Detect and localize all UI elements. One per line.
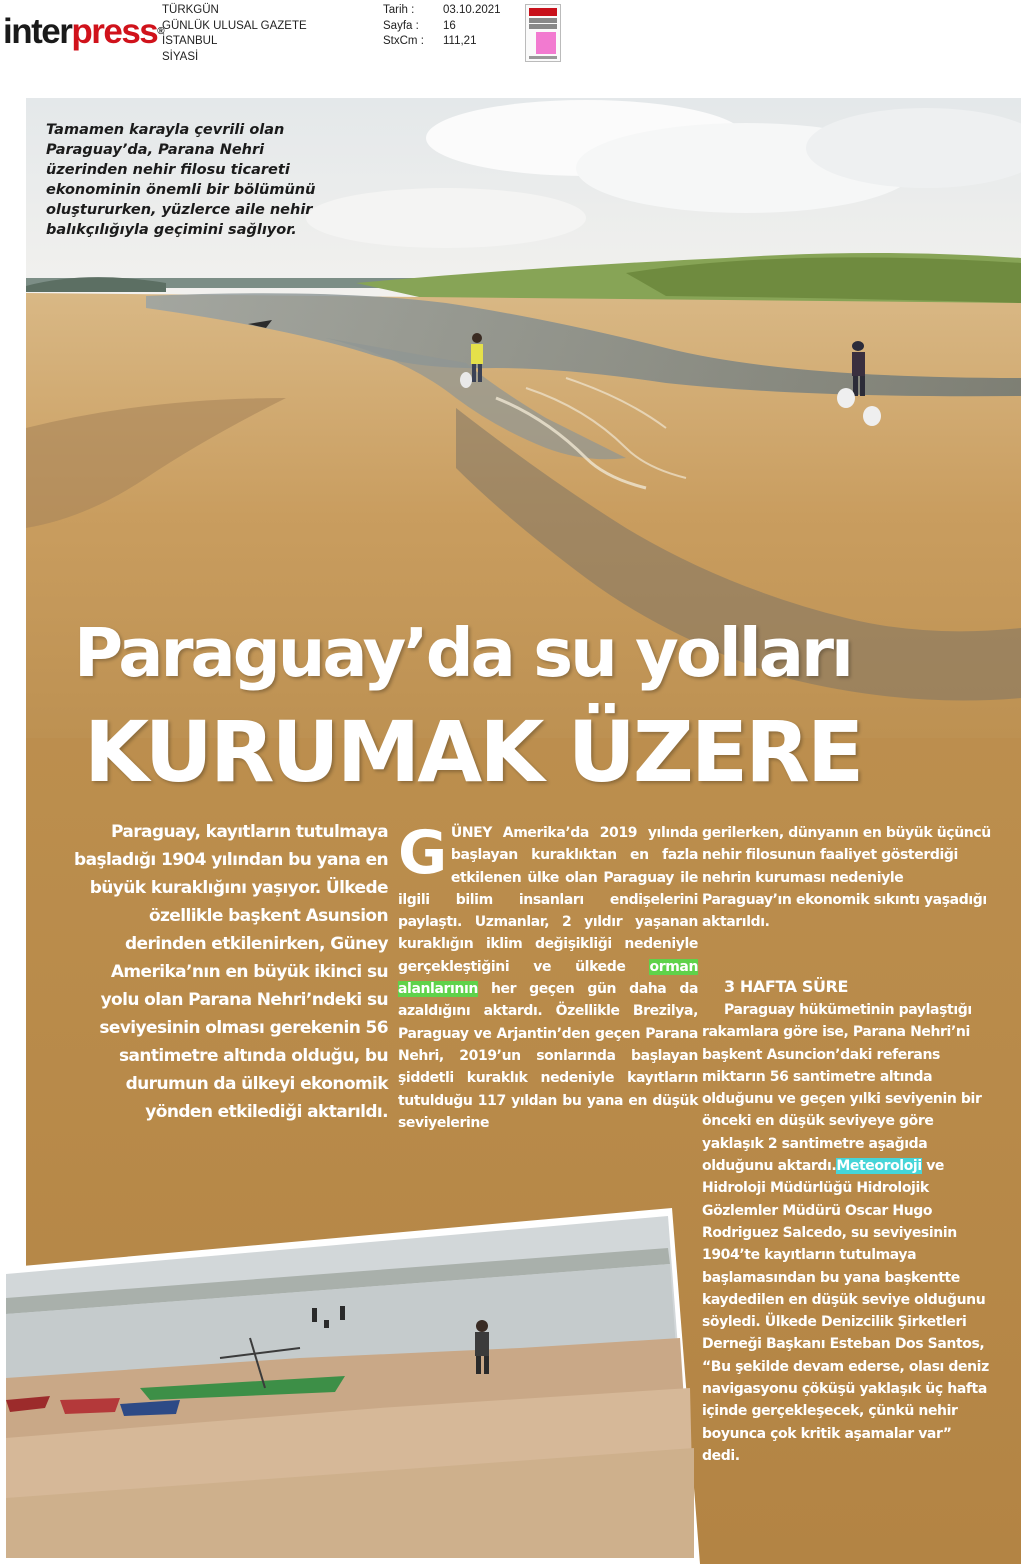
photo-caption: Tamamen karayla çevrili olan Paraguay’da, Parana Nehri üzerinden nehir filosu ticareti ekonominin önemli bir bölümünü oluştururken, yüzlerce aile nehir balıkçılığıyla geçimini sağlıyor. <box>46 122 316 238</box>
page-value: 16 <box>443 19 456 32</box>
lead-paragraph: Paraguay, kayıtların tutulmaya başladığı 1904 yılından bu yana en büyük kuraklığını yaşıyor. Ülkede özellikle başkent Asunsion derinden etkilenirken, Güney Amerika’nın en büyük ikinci su yolu olan Parana Nehri’ndeki su seviyesinin olması gerekenin 56 santimetre altında olduğu, bu durumun da ülkeyi ekonomik yönden etkilediği aktarıldı. <box>74 822 388 1122</box>
subheading: 3 HAFTA SÜRE <box>724 977 848 996</box>
headline-line-1: Paraguay’da su yolları <box>74 614 851 692</box>
body-column-3 <box>702 976 992 1467</box>
body-column-2 <box>398 818 699 1134</box>
publication-name: TÜRKGÜN <box>162 4 219 16</box>
interpress-logo: interpress® <box>3 12 165 51</box>
headline-line-2: KURUMAK ÜZERE <box>84 703 862 801</box>
body-column-3-top: gerilerken, dünyanın en büyük üçüncü nehir filosunun faaliyet gösterdiği nehrin kuruması nedeniyle Paraguay’ın ekonomik sıkıntı yaşadığı aktarıldı. <box>702 825 991 931</box>
publication-city: İSTANBUL <box>162 35 218 47</box>
publication-type: GÜNLÜK ULUSAL GAZETE <box>162 19 307 32</box>
body-col3-text-b: ve Hidroloji Müdürlüğü Hidrolojik Gözlemler Müdürü Oscar Hugo Rodriguez Salcedo, su seviyesinin 1904’te kayıtların tutulmaya başlamasından bu yana başkentte kaydedilen en düşük seviye olduğunu söyledi. Ülkede Denizcilik Şirketleri Derneği Başkanı Esteban Dos Santos, “Bu şekilde devam ederse, olası deniz navigasyonu çöküşü yaklaşık üç hafta içinde gerçekleşecek, çünkü nehir boyunca çok kritik aşamalar var” dedi. <box>702 1158 989 1464</box>
publication-info <box>162 3 307 65</box>
highlight-forest-areas: orman alanlarının <box>398 958 699 998</box>
page-label: Sayfa : <box>383 19 419 32</box>
page-thumbnail[interactable] <box>525 4 561 62</box>
date-label: Tarih : <box>383 4 415 16</box>
publication-section: SİYASİ <box>162 50 199 63</box>
body-col2-text-a: ÜNEY Amerika’da 2019 yılında başlayan kuraklıktan en fazla etkilenen ülke olan Paraguay ile ilgili bilim insanları endişelerini paylaştı. Uzmanlar, 2 yıldır yaşanan kuraklığın iklim değişikliği nedeniyle gerçekleştiğini ve ülkede <box>398 825 698 975</box>
clipping-meta <box>383 3 501 50</box>
body-col3-text-a: Paraguay hükümetinin paylaştığı rakamlara göre ise, Parana Nehri’ni başkent Asuncion’daki referans miktarın 56 santimetre altında olduğunu ve geçen yılki seviyenin bir önceki en düşük seviyeye göre yaklaşık 2 santimetre aşağıda olduğunu aktardı. <box>702 1002 982 1175</box>
stxcm-value: 111,21 <box>443 35 477 47</box>
riverbank-boats-photo <box>0 1208 700 1564</box>
body-col2-text-b: her geçen gün daha da azaldığını aktardı. Özellikle Brezilya, Paraguay ve Arjantin’den geçen Parana Nehri, 2019’un sonlarında başlayan şiddetli kuraklık nedeniyle kayıtların tutulduğu 117 yıldan bu yana en düşük seviyelerine <box>398 981 698 1131</box>
date-value: 03.10.2021 <box>443 4 501 16</box>
clipping-header <box>0 0 1021 98</box>
drop-cap: G <box>398 818 447 888</box>
stxcm-label: StxCm : <box>383 35 424 47</box>
highlight-meteorology: Meteoroloji <box>836 1158 922 1175</box>
